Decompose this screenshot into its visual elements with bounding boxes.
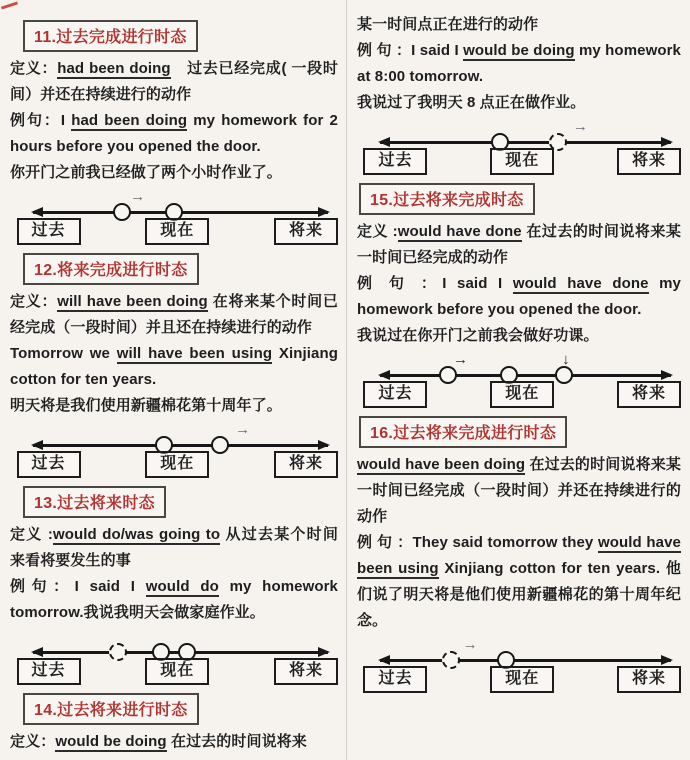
arrow-down-icon: ↓ bbox=[562, 351, 570, 368]
timeline-label-present: 现在 bbox=[145, 218, 209, 245]
section-15-translation: 我说过在你开门之前我会做好功课。 bbox=[357, 327, 599, 344]
text-segment: 在过去的时间说将来 bbox=[166, 733, 307, 750]
section-15-past-future-perfect bbox=[357, 183, 681, 408]
text-segment: 例 句 ：I said I bbox=[357, 42, 464, 59]
section-12-timeline-diagram bbox=[10, 421, 338, 478]
text-segment: 定义： bbox=[10, 60, 58, 77]
timeline-label-future: 将来 bbox=[274, 451, 338, 478]
timeline-label-future: 将来 bbox=[274, 658, 338, 685]
section-16-title: 16.过去将来完成进行时态 bbox=[359, 416, 567, 448]
arrow-right-icon: → bbox=[452, 351, 468, 368]
section-13-definition bbox=[10, 522, 338, 574]
section-15-title: 15.过去将来完成时态 bbox=[359, 183, 535, 215]
text-segment: my homework before you opened the door. bbox=[357, 275, 681, 318]
section-14-example bbox=[357, 38, 681, 90]
timeline-label-past: 过去 bbox=[363, 381, 427, 408]
section-16-past-future-perfect-continuous bbox=[357, 416, 681, 693]
timeline-axis bbox=[33, 444, 328, 447]
timeline-label-past: 过去 bbox=[17, 451, 81, 478]
timeline-label-past: 过去 bbox=[363, 148, 427, 175]
timeline-label-present: 现在 bbox=[490, 381, 554, 408]
text-segment: 在将来某个时间已经完成（一段时间）并且还在持续进行的动作 bbox=[10, 293, 338, 336]
text-segment: 定义 : bbox=[10, 526, 53, 543]
timeline-label-row bbox=[17, 658, 338, 685]
section-11-timeline-diagram bbox=[10, 188, 338, 245]
right-column bbox=[346, 0, 690, 760]
timeline-label-row bbox=[17, 451, 338, 478]
text-segment: 从过去某个时间来看将要发生的事 bbox=[10, 526, 338, 569]
underlined-phrase: would do bbox=[145, 578, 219, 595]
arrow-right-icon: → bbox=[130, 188, 146, 205]
section-11-past-perfect-continuous bbox=[10, 20, 338, 245]
timeline-label-future: 将来 bbox=[617, 148, 681, 175]
text-segment: 过去已经完成( 一段时间）并还在持续进行的动作 bbox=[10, 60, 338, 103]
section-11-translation: 你开门之前我已经做了两个小时作业了。 bbox=[10, 164, 282, 181]
underlined-phrase: would have been using bbox=[357, 534, 682, 577]
timeline-label-future: 将来 bbox=[617, 666, 681, 693]
timeline-label-present: 现在 bbox=[490, 148, 554, 175]
timeline-label-row bbox=[17, 218, 338, 245]
timeline-label-present: 现在 bbox=[490, 666, 554, 693]
text-segment: my homework tomorrow.我说我明天会做家庭作业。 bbox=[10, 578, 338, 621]
text-segment: Tomorrow we bbox=[10, 345, 117, 362]
underlined-phrase: would have done bbox=[397, 223, 522, 240]
timeline-label-row bbox=[363, 666, 681, 693]
section-15-definition bbox=[357, 219, 681, 271]
underlined-phrase: would have done bbox=[512, 275, 649, 292]
text-segment: 例 句 ：I said I bbox=[357, 275, 513, 292]
underlined-phrase: would be doing bbox=[55, 733, 167, 750]
section-12-translation: 明天将是我们使用新疆棉花第十周年了。 bbox=[10, 397, 282, 414]
timeline-label-future: 将来 bbox=[274, 218, 338, 245]
section-13-timeline-diagram bbox=[10, 631, 338, 685]
underlined-phrase: had been doing bbox=[57, 60, 171, 77]
section-14-definition-continued: 某一时间点正在进行的动作 bbox=[357, 16, 539, 33]
section-14-translation: 我说过了我明天 8 点正在做作业。 bbox=[357, 94, 586, 111]
text-segment: 定义 : bbox=[357, 223, 398, 240]
section-13-example bbox=[10, 574, 338, 626]
section-12-title: 12.将来完成进行时态 bbox=[23, 253, 199, 285]
section-14-title: 14.过去将来进行时态 bbox=[23, 693, 199, 725]
section-14-continued bbox=[357, 12, 681, 175]
underlined-phrase: would be doing bbox=[463, 42, 575, 59]
section-12-example bbox=[10, 341, 338, 393]
text-segment: 在过去的时间说将来某一时间已经完成的动作 bbox=[357, 223, 681, 266]
section-15-example bbox=[357, 271, 681, 323]
text-segment: my homework at 8:00 tomorrow. bbox=[357, 42, 681, 85]
text-segment: my homework for 2 hours before you opened the door. bbox=[10, 112, 338, 155]
section-15-timeline-diagram bbox=[357, 351, 681, 408]
timeline-label-row bbox=[363, 148, 681, 175]
timeline-label-past: 过去 bbox=[17, 218, 81, 245]
timeline-axis bbox=[380, 141, 672, 144]
arrow-right-icon: → bbox=[462, 636, 478, 653]
underlined-phrase: would do/was going to bbox=[52, 526, 221, 543]
text-segment: 定义： bbox=[10, 293, 58, 310]
text-segment: 例 句 ：They said tomorrow they bbox=[357, 534, 598, 551]
section-16-timeline-diagram bbox=[357, 636, 681, 693]
timeline-axis bbox=[380, 659, 672, 662]
timeline-label-future: 将来 bbox=[617, 381, 681, 408]
section-12-future-perfect-continuous bbox=[10, 253, 338, 478]
text-segment: 例句：I said I bbox=[10, 578, 146, 595]
section-13-title: 13.过去将来时态 bbox=[23, 486, 166, 518]
text-segment: 定义： bbox=[10, 733, 56, 750]
section-13-past-future bbox=[10, 486, 338, 685]
timeline-label-row bbox=[363, 381, 681, 408]
timeline-label-present: 现在 bbox=[145, 451, 209, 478]
text-segment: Xinjiang cotton for ten years. bbox=[10, 345, 339, 388]
section-14-definition bbox=[10, 729, 338, 755]
section-11-definition bbox=[10, 56, 338, 108]
section-16-definition bbox=[357, 452, 681, 530]
underlined-phrase: would have been doing bbox=[357, 456, 526, 473]
text-segment: 在过去的时间说将来某一时间已经完成（一段时间）并还在持续进行的动作 bbox=[357, 456, 681, 525]
section-16-example bbox=[357, 530, 681, 634]
text-segment: 例句：I bbox=[10, 112, 72, 129]
arrow-right-icon: → bbox=[572, 118, 588, 135]
section-11-example bbox=[10, 108, 338, 160]
section-14-timeline-diagram bbox=[357, 118, 681, 175]
timeline-label-past: 过去 bbox=[363, 666, 427, 693]
underlined-phrase: will have been using bbox=[116, 345, 273, 362]
section-14-past-future-continuous bbox=[10, 693, 338, 755]
underlined-phrase: had been doing bbox=[71, 112, 188, 129]
timeline-label-present: 现在 bbox=[145, 658, 209, 685]
underlined-phrase: will have been doing bbox=[57, 293, 208, 310]
section-12-definition bbox=[10, 289, 338, 341]
arrow-right-icon: → bbox=[235, 421, 251, 438]
text-segment: Xinjiang cotton for ten years. 他们说了明天将是他们使用新疆棉花的第十周年纪念。 bbox=[357, 560, 681, 629]
timeline-axis bbox=[380, 374, 672, 377]
section-11-title: 11.过去完成进行时态 bbox=[23, 20, 198, 52]
timeline-label-past: 过去 bbox=[17, 658, 81, 685]
